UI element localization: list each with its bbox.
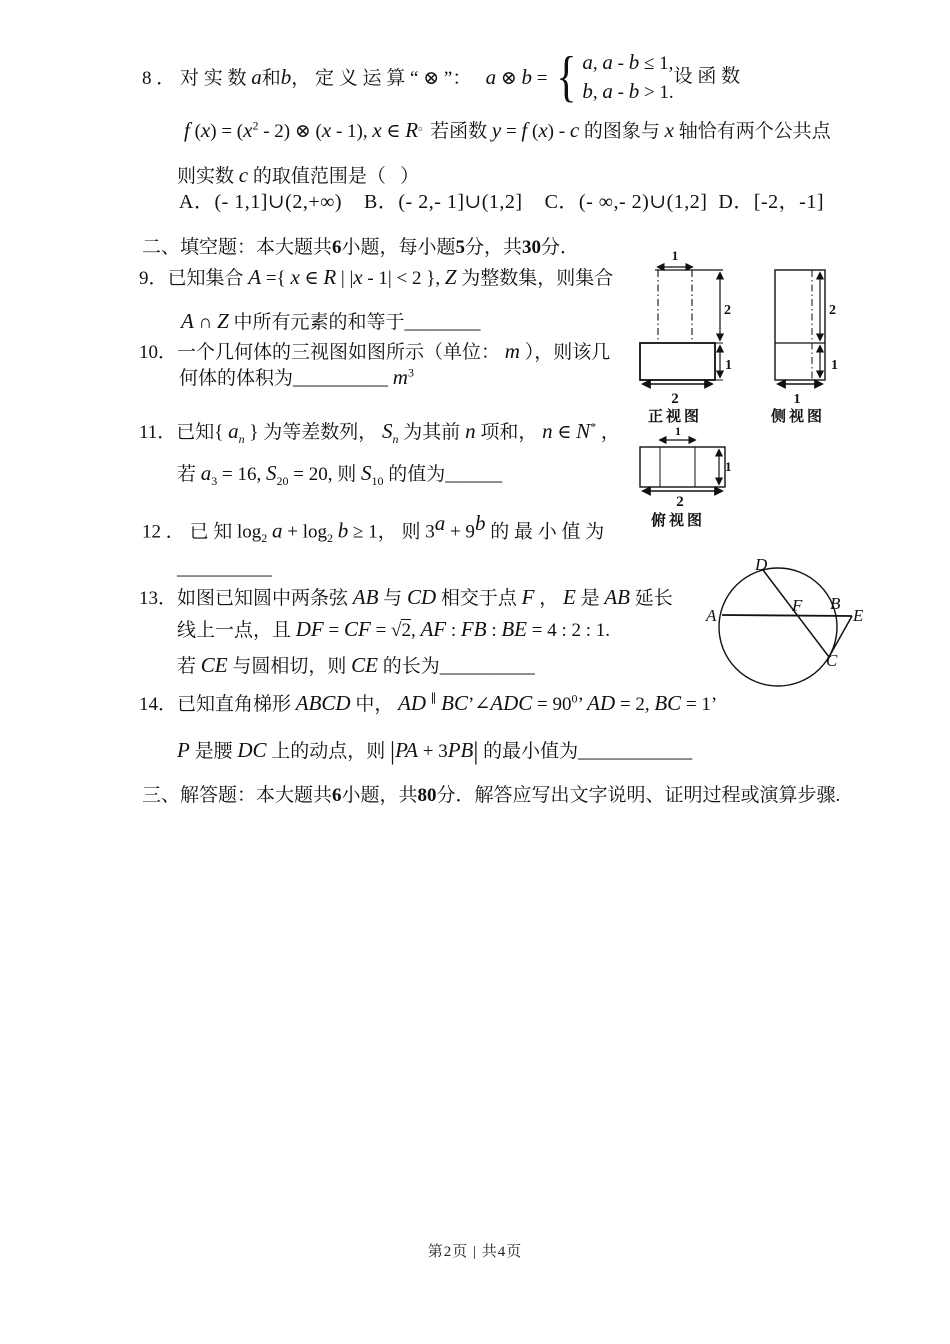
question-13-line-3: 若 CE 与圆相切，则 CE 的长为__________ (177, 653, 535, 677)
question-12-line-1: 12 ． 已 知 $\log_2 a + \log_2 b \ge 1$， 则 $3^a + 9^b$ 的 最 小 值 为 (142, 511, 605, 546)
front-dim-bottom: 2 (671, 391, 679, 407)
question-13-line-2: 线上一点，且 DF = CF = √2, AF : FB : BE = 4 : 2 : 1. (177, 617, 611, 641)
q8-text-pre: 8 ． 对 实 数 a和b， 定 义 运 算 “ ⊗ ”： a ⊗ b = (142, 64, 548, 89)
point-label-d: D (755, 555, 768, 574)
front-dim-right-bottom: 1 (725, 358, 732, 373)
section-3-header: 三、解答题：本大题共6小题，共80分．解答应写出文字说明、证明过程或演算步骤. (142, 785, 841, 806)
side-view-diagram (768, 243, 848, 428)
q8-case-1: a, a - b ≤ 1, (582, 50, 674, 75)
point-label-e: E (853, 606, 864, 625)
side-dim-bottom: 1 (793, 392, 801, 407)
point-label-c: C (826, 651, 838, 670)
q8-case-2: b, a - b > 1. (582, 79, 674, 103)
top-dim-right: 1 (725, 459, 732, 474)
question-9-line-1: 9．已知集合 A ={ x ∈ R | |x - 1| < 2 }, Z 为整数集，则集合 (139, 265, 614, 289)
question-11-line-1: 11．已知{ $a_n$ } 为等差数列， $S_n$ 为其前 n 项和， n ∈ N* ， (139, 419, 620, 447)
question-10-line-2: 何体的体积为__________ $m^3$ (179, 365, 414, 389)
question-8-line-3: 则实数 c 的取值范围是（ ） (177, 163, 420, 187)
question-11-line-2: 若 $a_3 = 16$, $S_{20} = 20$, 则 $S_{10}$ 的值为______ (177, 461, 503, 488)
front-view-diagram (630, 243, 740, 428)
top-dim-top: 1 (675, 424, 681, 438)
question-8-line-2: f $(x) = (x^2 - 2)$ ⊗ (x - 1), x ∈ R。若函数 y = f (x) - c 的图象与 x 轴恰有两个公共点 (184, 118, 831, 142)
top-dim-bottom: 2 (676, 494, 684, 510)
front-view-caption: 正视图 (647, 409, 703, 425)
point-label-f: F (792, 596, 803, 615)
question-13-line-1: 13．如图已知圆中两条弦 AB 与 CD 相交于点 F ， E 是 AB 延长 (139, 585, 673, 609)
top-view-diagram (628, 425, 743, 535)
circle-diagram (700, 545, 885, 700)
front-dim-top: 1 (671, 248, 679, 263)
q8-cases (582, 48, 673, 105)
side-dim-right-top: 2 (829, 303, 836, 318)
cases-brace: { (556, 45, 577, 108)
question-14-line-1: 14．已知直角梯形 ABCD 中， AD ∥ BC’∠ADC = $90^0$’ AD = 2, BC = 1’ (139, 691, 718, 715)
question-8-line-1 (142, 44, 740, 110)
question-8-options: A．(- 1,1]∪(2,+∞) B．(- 2,- 1]∪(1,2] C．(- ∞,- 2)∪(1,2] D．[-2，-1] (179, 191, 824, 213)
point-label-b: B (830, 594, 841, 613)
side-view-caption: 侧视图 (770, 409, 826, 425)
point-label-a: A (706, 606, 717, 625)
question-14-line-2: P 是腰 DC 上的动点，则 |PA + 3PB| 的最小值为____________ (177, 738, 693, 765)
question-12-line-2: __________ (177, 558, 272, 579)
section-2-header: 二、填空题：本大题共6小题，每小题5分，共30分． (142, 237, 580, 258)
q8-text-post: 设 函 数 (673, 66, 741, 88)
top-view-caption: 俯视图 (650, 513, 706, 529)
front-dim-right-top: 2 (724, 303, 731, 318)
side-dim-right-bottom: 1 (831, 358, 838, 373)
question-9-line-2: A ∩ Z 中所有元素的和等于________ (181, 309, 481, 333)
question-10-line-1: 10．一个几何体的三视图如图所示（单位： m ），则该几 (139, 339, 611, 363)
page-footer: 第2页 | 共4页 (427, 1244, 523, 1260)
